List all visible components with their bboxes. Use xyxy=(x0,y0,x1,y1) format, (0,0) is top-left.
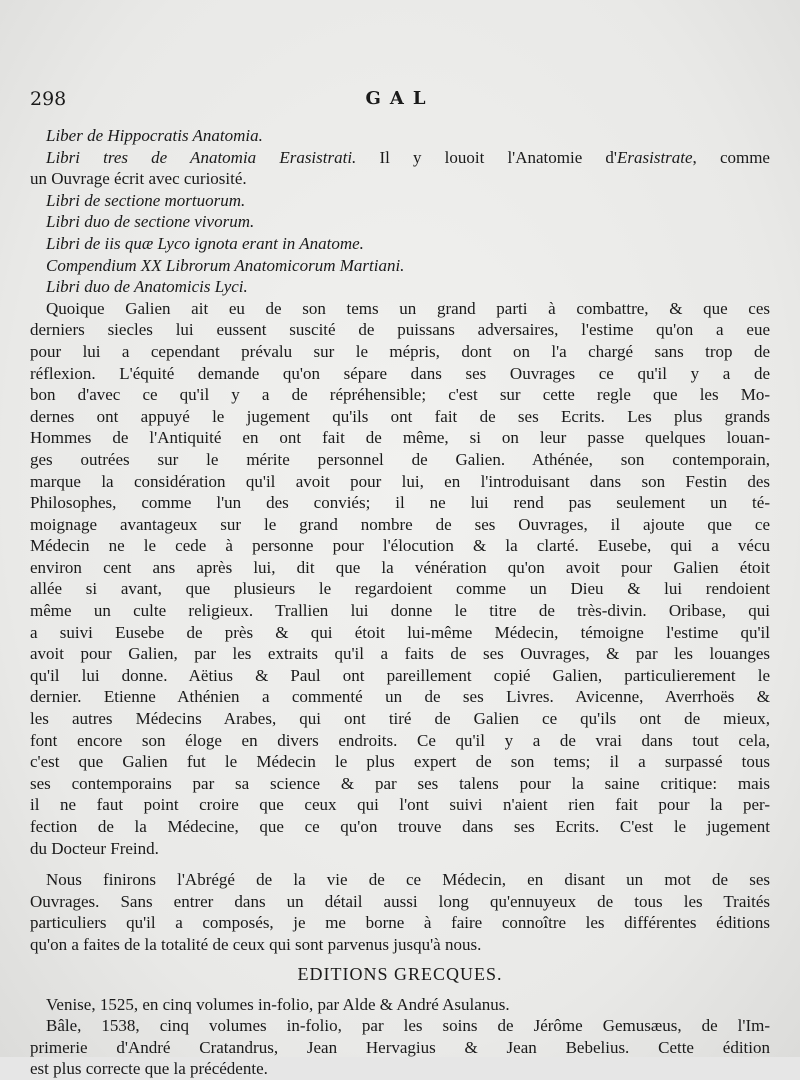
edition-entry: Bâle, 1538, cinq volumes in-folio, par les soins de Jérôme Gemusæus, de l'Im- xyxy=(46,1016,770,1036)
text-line: du Docteur Freind. xyxy=(30,838,159,858)
text-line: réflexion. L'équité demande qu'on sépare dans ses Ouvrages ce qu'il y a de xyxy=(30,363,770,383)
page-number: 298 xyxy=(30,88,67,110)
text-line: moignage avantageux sur le grand nombre de ses Ouvrages, il ajoute que ce xyxy=(30,514,770,534)
text-line: ges outrées sur le mérite personnel de Galien. Athénée, son contemporain, xyxy=(30,449,770,469)
reference-name: Erasistrate xyxy=(616,147,693,167)
reference-title: Libri tres de Anatomia Erasistrati. xyxy=(46,147,357,167)
paragraph-galien-reputation xyxy=(30,298,770,859)
reference-item: Liber de Hippocratis Anatomia. xyxy=(46,126,263,145)
reference-item: Libri duo de Anatomicis Lyci. xyxy=(46,277,248,297)
reference-note-end: , comme xyxy=(692,147,770,167)
text-line: même un culte religieux. Trallien lui donne le titre de très-divin. Oribase, qui xyxy=(30,601,770,621)
page-body xyxy=(30,125,770,1080)
text-line: font encore son éloge en divers endroits. Ce qu'il y a de vrai dans tout cela, xyxy=(30,730,770,750)
text-line: Nous finirons l'Abrégé de la vie de ce Médecin, en disant un mot de ses xyxy=(46,870,770,890)
text-line: derniers siecles lui eussent suscité de puissans adversaires, l'estime qu'on a eue xyxy=(30,320,770,340)
reference-item: Libri duo de sectione vivorum. xyxy=(46,212,255,232)
page-header xyxy=(0,88,800,112)
reference-item xyxy=(30,147,770,169)
reference-item: Libri de iis quæ Lyco ignota erant in Anatome. xyxy=(46,233,364,253)
running-head: GAL xyxy=(365,88,435,109)
text-line: c'est que Galien fut le Médecin le plus expert de son tems; il a surpassé tous xyxy=(30,752,770,772)
text-line: qu'on a faites de la totalité de ceux qui sont parvenus jusqu'à nous. xyxy=(30,934,482,954)
text-line: Ouvrages. Sans entrer dans un détail aussi long qu'ennuyeux de tous les Traités xyxy=(30,891,770,911)
text-line: Quoique Galien ait eu de son tems un grand parti à combattre, & que ces xyxy=(46,298,770,318)
text-line: environ cent ans après lui, dit que la vénération qu'on avoit pour Galien étoit xyxy=(30,557,770,577)
text-line: a suivi Eusebe de près & qui étoit lui-même Médecin, témoigne l'estime qu'il xyxy=(30,622,770,642)
text-line: dernier. Etienne Athénien a commenté un de ses Livres. Avicenne, Averrhoës & xyxy=(30,687,770,707)
text-line: bon d'avec ce qu'il y a de répréhensible; c'est sur cette regle que les Mo- xyxy=(30,385,770,405)
reference-item: Compendium XX Librorum Anatomicorum Martiani. xyxy=(46,255,405,275)
text-line: il ne faut point croire que ceux qui l'ont suivi n'aient rien fait pour la per- xyxy=(30,795,770,815)
paragraph-works-intro xyxy=(30,869,770,955)
edition-entry-continued: primerie d'André Cratandrus, Jean Hervagius & Jean Bebelius. Cette édition xyxy=(30,1037,770,1057)
text-line: marque la considération qu'il avoit pour lui, en l'introduisant dans son Festin des xyxy=(30,471,770,491)
text-line: allée si avant, que plusieurs le regardoient comme un Dieu & lui rendoient xyxy=(30,579,770,599)
section-heading: EDITIONS GRECQUES. xyxy=(297,963,503,984)
text-line: qu'il lui donne. Aëtius & Paul ont pareillement copié Galien, particulierement le xyxy=(30,665,770,685)
text-line: dernes ont appuyé le jugement qu'ils ont fait de ses Ecrits. Les plus grands xyxy=(30,406,770,426)
editions-list xyxy=(30,994,770,1080)
text-line: Médecin ne le cede à personne pour l'élocution & la clarté. Eusebe, qui a vécu xyxy=(30,536,770,556)
text-line: ses contemporains par sa science & par ses talens pour la saine critique: mais xyxy=(30,773,770,793)
text-line: les autres Médecins Arabes, qui ont tiré de Galien ce qu'ils ont de mieux, xyxy=(30,709,770,729)
text-line: particuliers qu'il a composés, je me borne à faire connoître les différentes éditions xyxy=(30,913,770,933)
reference-item: Libri de sectione mortuorum. xyxy=(46,190,246,210)
reference-note-continued: un Ouvrage écrit avec curiosité. xyxy=(30,169,247,189)
reference-list xyxy=(30,125,770,298)
text-line: Philosophes, comme l'un des conviés; il ne lui rend pas seulement un té- xyxy=(30,493,770,513)
edition-entry-continued: est plus correcte que la précédente. xyxy=(30,1059,268,1079)
text-line: pour lui a cependant prévalu sur le mépris, dont on l'a chargé sans trop de xyxy=(30,341,770,361)
text-line: Hommes de l'Antiquité en ont fait de même, si on leur passe quelques louan- xyxy=(30,428,770,448)
reference-note: Il y louoit l'Anatomie d' xyxy=(356,147,617,167)
text-line: fection de la Médecine, que ce qu'on trouve dans ses Ecrits. C'est le jugement xyxy=(30,817,770,836)
text-line: avoit pour Galien, par les extraits qu'il a faits de ses Ouvrages, & par les louanges xyxy=(30,644,770,664)
edition-entry: Venise, 1525, en cinq volumes in-folio, par Alde & André Asulanus. xyxy=(46,994,510,1014)
